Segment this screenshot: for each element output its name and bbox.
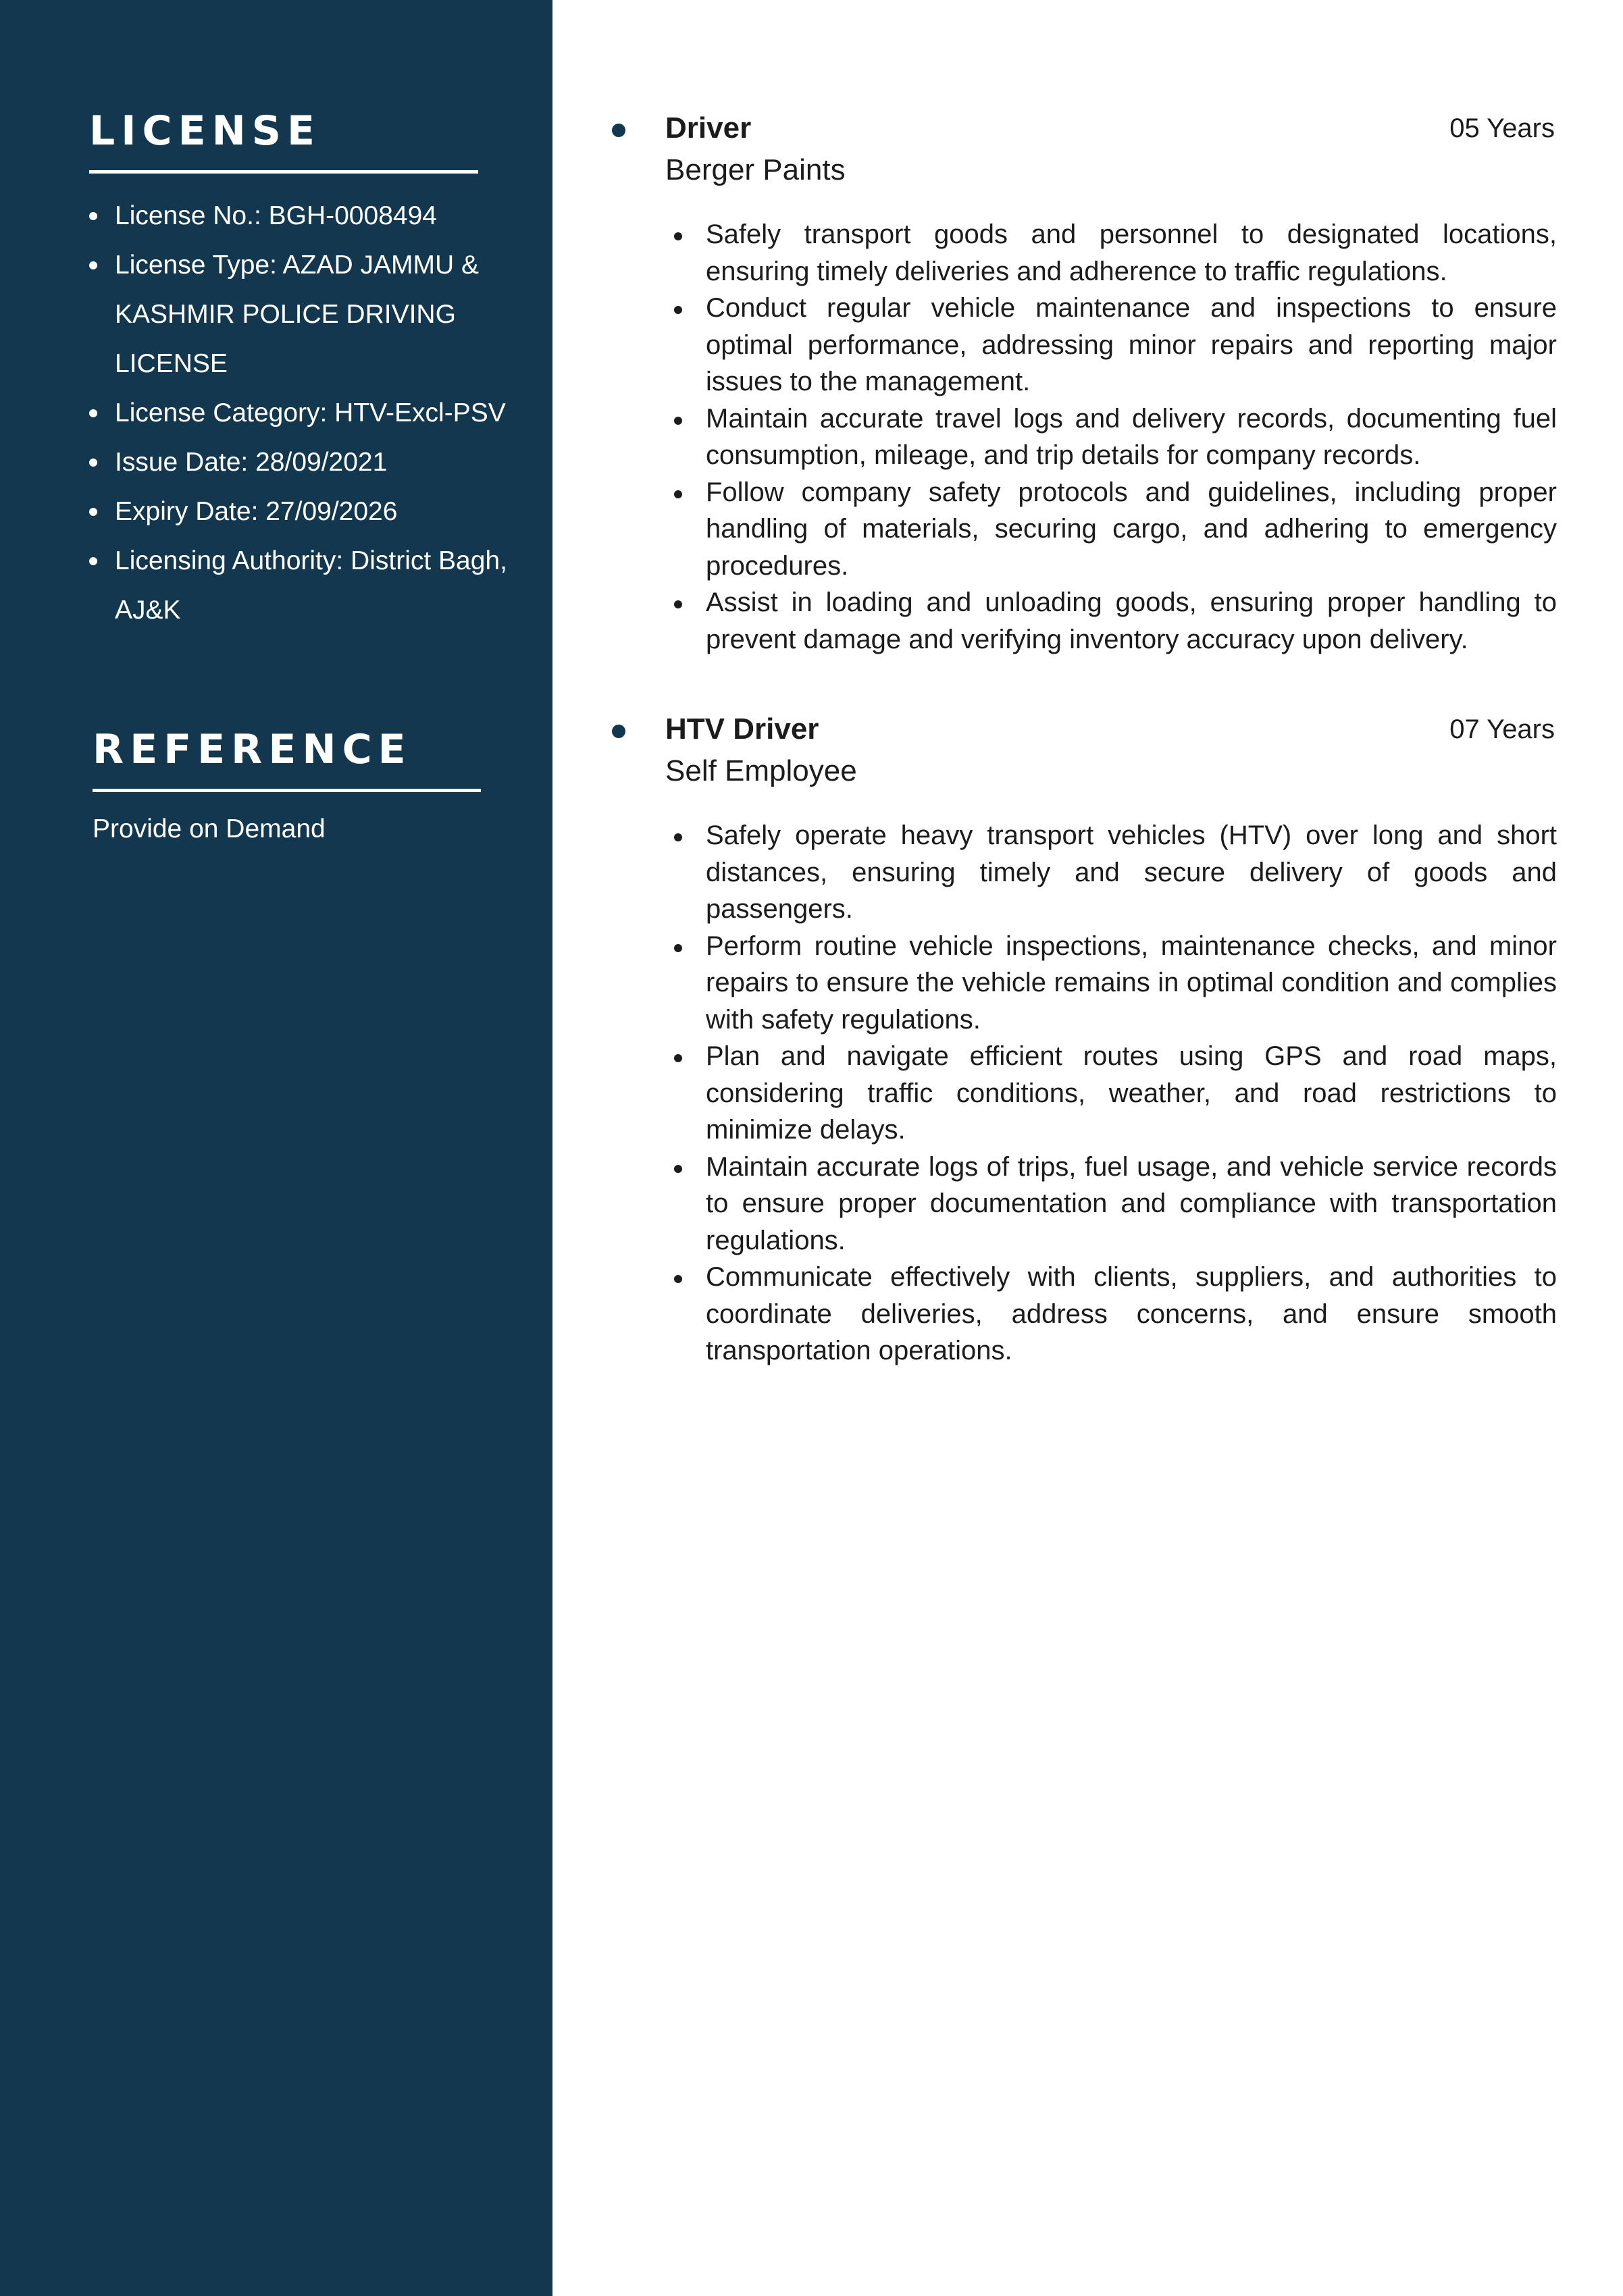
job-duration: 07 Years xyxy=(1449,714,1555,744)
job-duty: Maintain accurate travel logs and delivery records, documenting fuel consumption, mileage, and trip details for company records. xyxy=(665,400,1557,474)
license-heading: LICENSE xyxy=(89,107,321,155)
timeline-dot-icon xyxy=(612,725,625,738)
job-duty: Communicate effectively with clients, suppliers, and authorities to coordinate deliveries, address concerns, and ensure smooth transportation operations. xyxy=(665,1259,1557,1369)
job-duty: Conduct regular vehicle maintenance and inspections to ensure optimal performance, addressing minor repairs and reporting major issues to the management. xyxy=(665,290,1557,400)
job-duties-list xyxy=(665,216,1557,658)
license-list xyxy=(89,191,508,635)
reference-heading: REFERENCE xyxy=(93,726,412,773)
job-company: Self Employee xyxy=(665,754,857,787)
job-title: HTV Driver xyxy=(665,712,819,746)
license-divider xyxy=(89,170,478,174)
license-type: License Type: AZAD JAMMU & KASHMIR POLICE DRIVING LICENSE xyxy=(89,240,508,388)
license-category: License Category: HTV-Excl-PSV xyxy=(89,388,508,438)
reference-section xyxy=(93,726,481,846)
license-section xyxy=(89,107,508,635)
job-duty: Plan and navigate efficient routes using GPS and road maps, considering traffic conditions, weather, and road restrictions to minimize delays. xyxy=(665,1038,1557,1149)
job-duties-list xyxy=(665,817,1557,1369)
job-duty: Safely transport goods and personnel to designated locations, ensuring timely deliveries and adherence to traffic regulations. xyxy=(665,216,1557,290)
job-duty: Follow company safety protocols and guidelines, including proper handling of materials, securing cargo, and adhering to emergency procedures. xyxy=(665,474,1557,585)
license-issue-date: Issue Date: 28/09/2021 xyxy=(89,438,508,487)
license-expiry-date: Expiry Date: 27/09/2026 xyxy=(89,487,508,536)
job-duty: Safely operate heavy transport vehicles (HTV) over long and short distances, ensuring timely and secure delivery of goods and passengers. xyxy=(665,817,1557,928)
sidebar xyxy=(0,0,552,2296)
license-authority: Licensing Authority: District Bagh, AJ&K xyxy=(89,536,508,635)
job-duty: Perform routine vehicle inspections, maintenance checks, and minor repairs to ensure the vehicle remains in optimal condition and complies with safety regulations. xyxy=(665,928,1557,1039)
reference-divider xyxy=(93,789,481,792)
timeline-dot-icon xyxy=(612,124,625,137)
reference-text: Provide on Demand xyxy=(93,814,326,843)
job-company: Berger Paints xyxy=(665,153,846,186)
job-duty: Maintain accurate logs of trips, fuel usage, and vehicle service records to ensure proper documentation and compliance with transportation regulations. xyxy=(665,1149,1557,1259)
job-title: Driver xyxy=(665,111,752,145)
license-number: License No.: BGH-0008494 xyxy=(89,191,508,240)
job-duration: 05 Years xyxy=(1449,113,1555,143)
job-duty: Assist in loading and unloading goods, ensuring proper handling to prevent damage and verifying inventory accuracy upon delivery. xyxy=(665,584,1557,658)
